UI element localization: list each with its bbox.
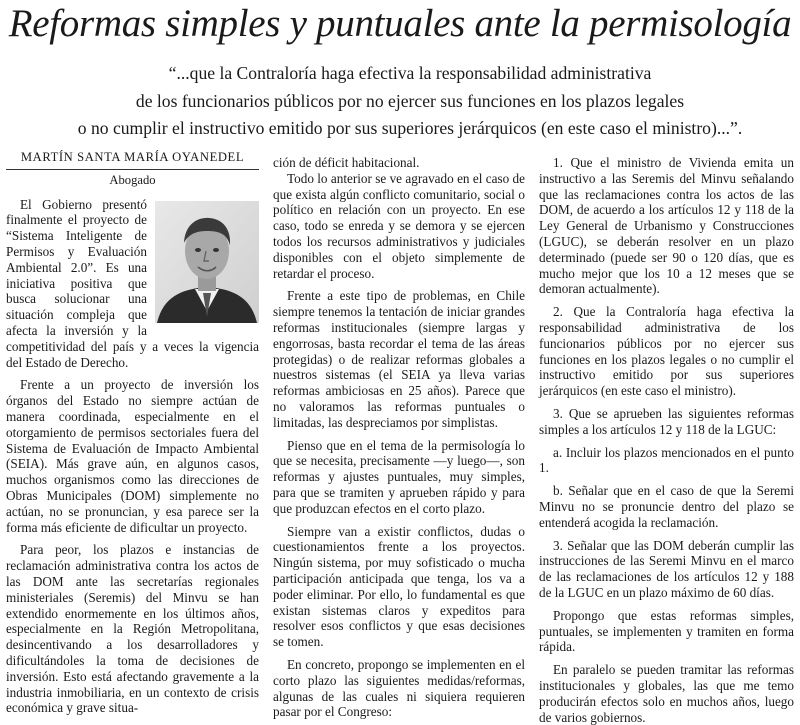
author-name: MARTÍN SANTA MARÍA OYANEDEL (20, 150, 245, 164)
byline-divider (6, 169, 259, 170)
author-portrait (155, 201, 259, 323)
pull-quote-line: de los funcionarios públicos por no ejercer sus funciones en los plazos legales (135, 90, 685, 111)
paragraph: En concreto, propongo se implementen en el corto plazo las siguientes medidas/reformas, algunas de las cuales ni siquiera requieren pasar por el Congreso: (273, 656, 525, 720)
headline: Reformas simples y puntuales ante la permisología (8, 2, 792, 45)
author-role: Abogado (109, 172, 156, 187)
pull-quote (22, 60, 798, 143)
article-column-1 (6, 150, 259, 716)
paragraph: Todo lo anterior se ve agravado en el caso de que exista algún conflicto comunitario, social o político en relación con un proyecto. En ese caso, todo se enreda y se demora y se ejercen todos los recursos administrativos y judiciales disponibles con el objeto simplemente de retardar el proceso. (273, 170, 525, 281)
paragraph: 3. Señalar que las DOM deberán cumplir las instrucciones de las Seremi Minvu en el marco de las reclamaciones de los artículos 12 y 188 de la LGUC en un plazo máximo de 60 días. (539, 537, 794, 600)
pull-quote-line: o no cumplir el instructivo emitido por sus superiores jerárquicos (en este caso el ministro)...”. (77, 118, 743, 138)
paragraph: Frente a un proyecto de inversión los órganos del Estado no siempre actúan de manera coordinada, especialmente en el otorgamiento de permisos sectoriales fuera del Sistema de Evaluación de Impacto Ambiental (SEIA). Más grave aún, en algunos casos, muchos organismos como las direcciones de Obras Municipales (DOM) simplemente no actúan, no se pronuncian, y esa parece ser la forma más eficiente de dificultar un proyecto. (6, 377, 259, 535)
paragraph (6, 197, 259, 371)
paragraph: Propongo que estas reformas simples, puntuales, se implementen y tramiten en forma rápida. (539, 607, 794, 655)
paragraph: Siempre van a existir conflictos, dudas o cuestionamientos frente a los proyectos. Ningún sistema, por muy sofisticado o mucha participación anticipada que tenga, los va a poder eliminar. Por ello, lo fundamental es que existan sistemas claros y expeditos para resolver esos conflictos y que esas decisiones se tomen. (273, 523, 525, 650)
paragraph: a. Incluir los plazos mencionados en el punto 1. (539, 444, 794, 476)
pull-quote-line: “...que la Contraloría haga efectiva la responsabilidad administrativa (168, 63, 652, 83)
paragraph: 3. Que se aprueben las siguientes reformas simples a los artículos 12 y 118 de la LGUC: (539, 405, 794, 437)
paragraph: ción de déficit habitacional. (273, 155, 420, 170)
paragraph: Pienso que en el tema de la permisología lo que se necesita, precisamente —y luego—, son reformas y ajustes puntuales, muy simples, para que se tramiten y aprueben rápido y para que produzcan efectos en el corto plazo. (273, 437, 525, 516)
paragraph-text: El Gobierno presentó finalmente el proyecto de “Sistema Inteligente de Permisos y Evaluación Ambiental 2.0”. Es una iniciativa positiva que busca solucionar una situación compleja que afecta la inversión y la competitividad del país y a veces la vigencia del Estado de Derecho. (6, 196, 259, 370)
paragraph: b. Señalar que en el caso de que la Seremi Minvu no se pronuncie dentro del plazo se entenderá acogida la reclamación. (539, 483, 794, 530)
paragraph: Frente a este tipo de problemas, en Chile siempre tenemos la tentación de iniciar grandes reformas institucionales (siempre largas y engorrosas, basta recordar el tema de las áreas protegidas) o de realizar reformas globales a nuestros sistemas (el SEIA ya lleva varias reformas ambiciosas en 25 años). Parece que no valoramos las reformas puntuales o limitadas, las despreciamos por simplistas. (273, 288, 525, 430)
article-column-3 (539, 155, 794, 725)
paragraph: Para peor, los plazos e instancias de reclamación administrativa contra los actos de las DOM ante las secretarías regionales ministeriales (Seremis) del Minvu se han extendido enormemente en los últimos años, especialmente en la Región Metropolitana, desincentivando a los desarrolladores y dificultándoles la toma de decisiones de inversión. Esto está afectando gravemente a la industria inmobiliaria, en un contexto de crisis económica y grave situa- (6, 542, 259, 716)
paragraph: 2. Que la Contraloría haga efectiva la responsabilidad administrativa de los funcionarios públicos por no ejercer sus funciones en los plazos legales o no cumplir el instructivo emitido por sus superiores jerárquicos (en este caso el ministro). (539, 304, 794, 399)
paragraph: 1. Que el ministro de Vivienda emita un instructivo a las Seremis del Minvu señalando que las reclamaciones contra los actos de las DOM, de acuerdo a los artículos 12 y 118 de la Ley General de Urbanismo y Construcciones (LGUC), se deberán resolver en un plazo determinado (puede ser 90 o 120 días, que es mucho mejor que los 10 a 12 meses que se demoran actualmente). (539, 155, 794, 297)
paragraph: En paralelo se pueden tramitar las reformas institucionales y globales, las que me temo producirán efectos solo en muchos años, luego de varios gobiernos. (539, 662, 794, 725)
article-column-2 (273, 155, 525, 720)
